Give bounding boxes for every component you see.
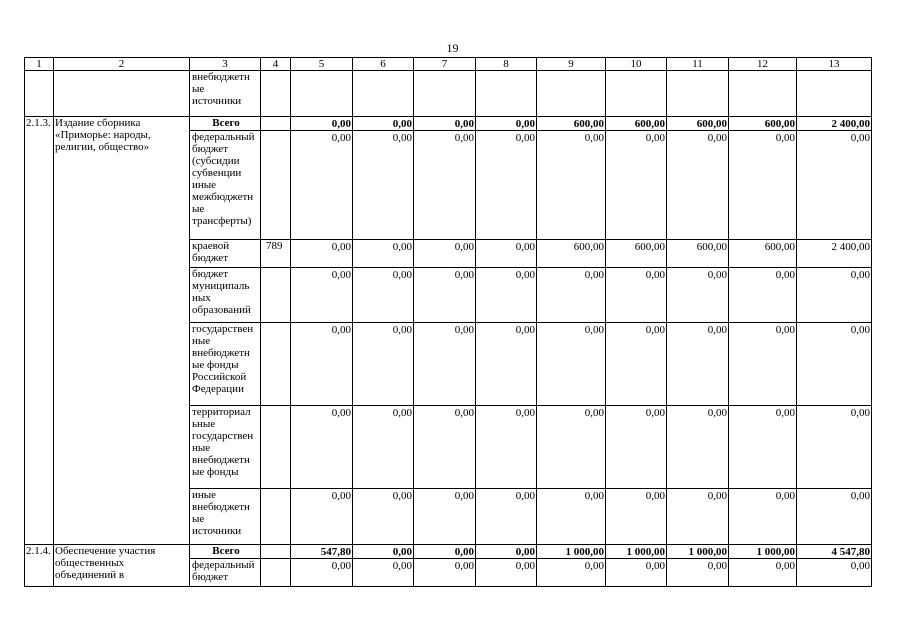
column-header: 2 xyxy=(54,58,190,71)
table-row xyxy=(25,545,872,559)
funding-source-cell: внебюджетн ые источники xyxy=(190,71,261,117)
amount-cell: 0,00 xyxy=(353,117,414,131)
amount-cell: 0,00 xyxy=(353,268,414,323)
amount-cell: 0,00 xyxy=(291,240,353,268)
amount-cell: 0,00 xyxy=(414,117,476,131)
amount-cell: 0,00 xyxy=(414,559,476,587)
amount-cell: 0,00 xyxy=(537,489,606,545)
amount-cell: 0,00 xyxy=(729,559,797,587)
page-number: 19 xyxy=(446,41,459,55)
code-cell xyxy=(261,559,291,587)
amount-cell: 0,00 xyxy=(537,268,606,323)
amount-cell: 0,00 xyxy=(606,406,667,489)
amount-cell: 0,00 xyxy=(797,489,872,545)
item-number-cell: 2.1.3. xyxy=(25,117,54,545)
amount-cell: 0,00 xyxy=(667,268,729,323)
amount-cell: 0,00 xyxy=(667,131,729,240)
table-header-row xyxy=(25,58,872,71)
amount-cell: 0,00 xyxy=(797,559,872,587)
code-cell xyxy=(261,131,291,240)
amount-cell: 0,00 xyxy=(353,489,414,545)
amount-cell: 0,00 xyxy=(729,323,797,406)
amount-cell: 0,00 xyxy=(353,323,414,406)
amount-cell: 0,00 xyxy=(353,545,414,559)
column-header: 1 xyxy=(25,58,54,71)
code-cell xyxy=(261,545,291,559)
table-row xyxy=(25,71,872,117)
amount-cell: 0,00 xyxy=(667,323,729,406)
funding-source-cell: государствен ные внебюджетн ые фонды Российской Федерации xyxy=(190,323,261,406)
amount-cell: 0,00 xyxy=(414,323,476,406)
funding-source-cell: Всего xyxy=(190,117,261,131)
amount-cell: 0,00 xyxy=(729,489,797,545)
amount-cell xyxy=(667,71,729,117)
amount-cell: 600,00 xyxy=(667,240,729,268)
table-row xyxy=(25,117,872,131)
amount-cell xyxy=(729,71,797,117)
column-header: 11 xyxy=(667,58,729,71)
amount-cell xyxy=(291,71,353,117)
amount-cell: 0,00 xyxy=(606,489,667,545)
amount-cell: 0,00 xyxy=(606,559,667,587)
table-body xyxy=(25,71,872,587)
funding-source-cell: иные внебюджетн ые источники xyxy=(190,489,261,545)
amount-cell: 0,00 xyxy=(729,268,797,323)
code-cell xyxy=(261,323,291,406)
column-header: 12 xyxy=(729,58,797,71)
amount-cell: 0,00 xyxy=(414,406,476,489)
funding-source-cell: территориал ьные государствен ные внебюджетн ые фонды xyxy=(190,406,261,489)
amount-cell: 0,00 xyxy=(476,117,537,131)
amount-cell: 0,00 xyxy=(537,406,606,489)
amount-cell: 600,00 xyxy=(537,117,606,131)
funding-source-cell: бюджет муниципаль ных образований xyxy=(190,268,261,323)
amount-cell xyxy=(797,71,872,117)
amount-cell: 0,00 xyxy=(291,131,353,240)
amount-cell: 0,00 xyxy=(476,406,537,489)
amount-cell: 0,00 xyxy=(606,323,667,406)
funding-source-cell: федеральный бюджет (субсидии субвенции иные межбюджетн ые трансферты) xyxy=(190,131,261,240)
amount-cell: 1 000,00 xyxy=(667,545,729,559)
amount-cell: 0,00 xyxy=(414,240,476,268)
amount-cell: 0,00 xyxy=(667,559,729,587)
code-cell: 789 xyxy=(261,240,291,268)
amount-cell: 1 000,00 xyxy=(537,545,606,559)
amount-cell: 0,00 xyxy=(797,323,872,406)
amount-cell: 0,00 xyxy=(476,559,537,587)
column-header: 10 xyxy=(606,58,667,71)
amount-cell: 600,00 xyxy=(606,240,667,268)
amount-cell xyxy=(476,71,537,117)
amount-cell: 0,00 xyxy=(797,131,872,240)
amount-cell: 547,80 xyxy=(291,545,353,559)
amount-cell: 0,00 xyxy=(729,406,797,489)
amount-cell: 600,00 xyxy=(667,117,729,131)
amount-cell: 0,00 xyxy=(476,131,537,240)
amount-cell: 600,00 xyxy=(606,117,667,131)
funding-source-cell: федеральный бюджет xyxy=(190,559,261,587)
amount-cell: 0,00 xyxy=(353,240,414,268)
amount-cell: 4 547,80 xyxy=(797,545,872,559)
amount-cell: 0,00 xyxy=(353,131,414,240)
amount-cell: 2 400,00 xyxy=(797,240,872,268)
amount-cell: 0,00 xyxy=(291,489,353,545)
amount-cell: 0,00 xyxy=(797,268,872,323)
item-number-cell: 2.1.4. xyxy=(25,545,54,587)
amount-cell xyxy=(353,71,414,117)
amount-cell: 0,00 xyxy=(476,489,537,545)
item-number-cell xyxy=(25,71,54,117)
amount-cell: 0,00 xyxy=(537,131,606,240)
item-name-cell xyxy=(54,71,190,117)
amount-cell xyxy=(606,71,667,117)
amount-cell: 0,00 xyxy=(667,406,729,489)
amount-cell: 0,00 xyxy=(414,489,476,545)
amount-cell: 1 000,00 xyxy=(606,545,667,559)
amount-cell: 0,00 xyxy=(537,559,606,587)
amount-cell: 600,00 xyxy=(537,240,606,268)
amount-cell: 0,00 xyxy=(291,406,353,489)
code-cell xyxy=(261,117,291,131)
column-header: 9 xyxy=(537,58,606,71)
amount-cell: 0,00 xyxy=(353,406,414,489)
amount-cell: 0,00 xyxy=(414,545,476,559)
code-cell xyxy=(261,71,291,117)
column-header: 13 xyxy=(797,58,872,71)
amount-cell: 0,00 xyxy=(353,559,414,587)
amount-cell: 0,00 xyxy=(797,406,872,489)
amount-cell: 0,00 xyxy=(291,323,353,406)
item-name-cell: Обеспечение участия общественных объединений в xyxy=(54,545,190,587)
amount-cell: 0,00 xyxy=(667,489,729,545)
code-cell xyxy=(261,268,291,323)
amount-cell: 0,00 xyxy=(291,559,353,587)
column-header: 6 xyxy=(353,58,414,71)
amount-cell: 0,00 xyxy=(476,323,537,406)
amount-cell: 2 400,00 xyxy=(797,117,872,131)
amount-cell: 600,00 xyxy=(729,117,797,131)
amount-cell: 0,00 xyxy=(476,240,537,268)
code-cell xyxy=(261,406,291,489)
amount-cell: 0,00 xyxy=(606,268,667,323)
amount-cell: 0,00 xyxy=(291,268,353,323)
amount-cell: 0,00 xyxy=(414,268,476,323)
amount-cell: 0,00 xyxy=(537,323,606,406)
column-header: 3 xyxy=(190,58,261,71)
budget-table xyxy=(24,57,872,587)
amount-cell: 0,00 xyxy=(476,268,537,323)
code-cell xyxy=(261,489,291,545)
amount-cell: 0,00 xyxy=(414,131,476,240)
amount-cell: 0,00 xyxy=(729,131,797,240)
column-header: 8 xyxy=(476,58,537,71)
funding-source-cell: краевой бюджет xyxy=(190,240,261,268)
column-header: 4 xyxy=(261,58,291,71)
amount-cell: 0,00 xyxy=(606,131,667,240)
amount-cell: 1 000,00 xyxy=(729,545,797,559)
amount-cell xyxy=(414,71,476,117)
amount-cell: 0,00 xyxy=(476,545,537,559)
funding-source-cell: Всего xyxy=(190,545,261,559)
column-header: 7 xyxy=(414,58,476,71)
amount-cell xyxy=(537,71,606,117)
amount-cell: 0,00 xyxy=(291,117,353,131)
amount-cell: 600,00 xyxy=(729,240,797,268)
column-header: 5 xyxy=(291,58,353,71)
item-name-cell: Издание сборника «Приморье: народы, религии, общество» xyxy=(54,117,190,545)
